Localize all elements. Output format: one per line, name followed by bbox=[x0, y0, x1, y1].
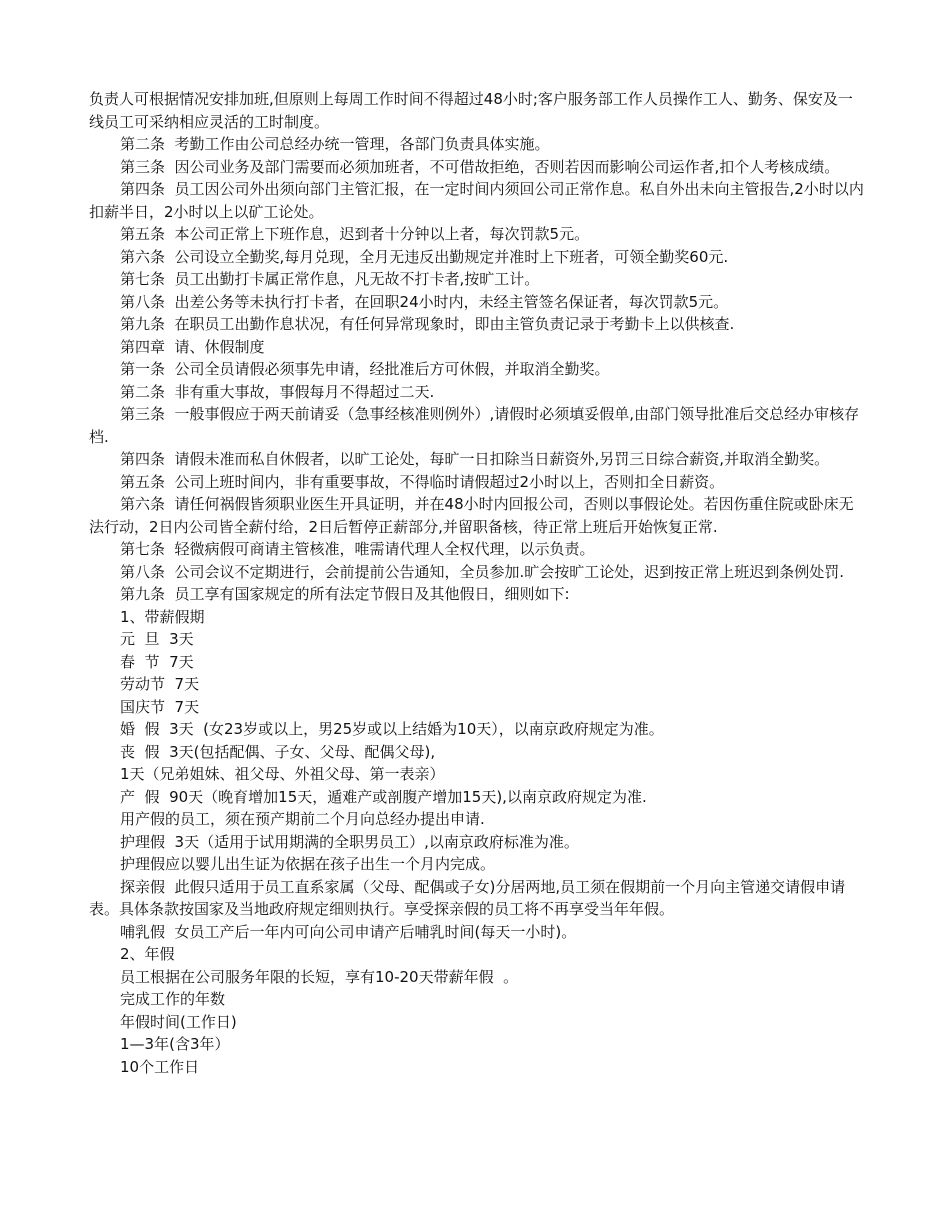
document-paragraph: 第七条 员工出勤打卡属正常作息，凡无故不打卡者,按旷工计。 bbox=[120, 270, 540, 288]
document-paragraph: 护理假应以婴儿出生证为依据在孩子出生一个月内完成。 bbox=[120, 855, 496, 873]
document-paragraph: 1天（兄弟姐妹、祖父母、外祖父母、第一表亲） bbox=[120, 765, 445, 783]
document-paragraph: 第三条 一般事假应于两天前请妥（急事经核准则例外）,请假时必须填妥假单,由部门领导批准后交总经办审核存档. bbox=[89, 405, 860, 446]
document-paragraph: 第五条 公司上班时间内，非有重要事故，不得临时请假超过2小时以上，否则扣全日薪资。 bbox=[120, 472, 725, 491]
document-paragraph: 丧 假 3天(包括配偶、子女、父母、配偶父母), bbox=[120, 742, 436, 761]
document-paragraph: 国庆节 7天 bbox=[120, 697, 200, 716]
document-page bbox=[89, 88, 864, 1078]
document-paragraph: 婚 假 3天 (女23岁或以上，男25岁或以上结婚为10天），以南京政府规定为准。 bbox=[120, 720, 664, 738]
document-paragraph: 第六条 请任何祸假皆须职业医生开具证明，并在48小时内回报公司，否则以事假论处。若因伤重住院或卧床无法行动，2日内公司皆全薪付给，2日后暂停正薪部分,并留职备核，待正常上班后开始恢复正常. bbox=[89, 495, 854, 536]
document-paragraph: 完成工作的年数 bbox=[120, 990, 226, 1008]
document-paragraph: 哺乳假 女员工产后一年内可向公司申请产后哺乳时间(每天一小时)。 bbox=[120, 922, 577, 941]
document-paragraph: 用产假的员工，须在预产期前二个月向总经办提出申请. bbox=[120, 810, 485, 828]
document-paragraph: 第五条 本公司正常上下班作息，迟到者十分钟以上者，每次罚款5元。 bbox=[120, 225, 590, 243]
document-paragraph: 第七条 轻微病假可商请主管核准，唯需请代理人全权代理，以示负责。 bbox=[120, 540, 595, 558]
document-paragraph: 1—3年(含3年） bbox=[120, 1035, 230, 1053]
document-paragraph: 第九条 员工享有国家规定的所有法定节假日及其他假日，细则如下: bbox=[120, 585, 570, 603]
document-paragraph: 10个工作日 bbox=[120, 1057, 200, 1076]
document-paragraph: 第二条 考勤工作由公司总经办统一管理，各部门负责具体实施。 bbox=[120, 135, 550, 153]
document-paragraph: 劳动节 7天 bbox=[120, 675, 200, 693]
document-paragraph: 第四条 请假未准而私自休假者，以旷工论处，每旷一日扣除当日薪资外,另罚三日综合薪资,并取消全勤奖。 bbox=[120, 450, 830, 468]
document-paragraph: 探亲假 此假只适用于员工直系家属（父母、配偶或子女)分居两地,员工须在假期前一个月向主管递交请假申请表。具体条款按国家及当地政府规定细则执行。享受探亲假的员工将不再享受当年年假。 bbox=[89, 877, 846, 918]
document-paragraph: 春 节 7天 bbox=[120, 652, 194, 671]
document-paragraph: 负责人可根据情况安排加班,但原则上每周工作时间不得超过48小时;客户服务部工作人员操作工人、勤务、保安及一线员工可采纳相应灵活的工时制度。 bbox=[89, 90, 853, 131]
document-paragraph: 第九条 在职员工出勤作息状况，有任何异常现象时，即由主管负责记录于考勤卡上以供核查. bbox=[120, 315, 735, 333]
document-paragraph: 1、带薪假期 bbox=[120, 607, 205, 626]
document-paragraph: 第六条 公司设立全勤奖,每月兑现，全月无违反出勤规定并准时上下班者，可领全勤奖60元. bbox=[120, 247, 729, 266]
document-paragraph: 第三条 因公司业务及部门需要而必须加班者，不可借故拒绝，否则若因而影响公司运作者,扣个人考核成绩。 bbox=[120, 157, 840, 176]
document-paragraph: 第八条 出差公务等未执行打卡者，在回职24小时内，未经主管签名保证者，每次罚款5元。 bbox=[120, 292, 729, 311]
document-paragraph: 第八条 公司会议不定期进行，会前提前公告通知，全员参加.旷会按旷工论处，迟到按正常上班迟到条例处罚. bbox=[120, 562, 845, 581]
document-paragraph: 第二条 非有重大事故，事假每月不得超过二天. bbox=[120, 382, 435, 401]
document-paragraph: 护理假 3天（适用于试用期满的全职男员工）,以南京政府标准为准。 bbox=[120, 832, 579, 851]
document-paragraph: 2、年假 bbox=[120, 945, 175, 963]
document-paragraph: 第四章 请、休假制度 bbox=[120, 337, 265, 356]
document-paragraph: 产 假 90天（晚育增加15天，遁难产或剖腹产增加15天),以南京政府规定为准. bbox=[120, 787, 647, 806]
document-paragraph: 年假时间(工作日) bbox=[120, 1012, 237, 1031]
document-paragraph: 员工根据在公司服务年限的长短，享有10-20天带薪年假 。 bbox=[120, 967, 519, 986]
document-paragraph: 第一条 公司全员请假必须事先申请，经批准后方可休假，并取消全勤奖。 bbox=[120, 360, 610, 378]
document-paragraph: 元 旦 3天 bbox=[120, 630, 194, 648]
document-paragraph: 第四条 员工因公司外出须向部门主管汇报，在一定时间内须回公司正常作息。私自外出未向主管报告,2小时以内扣薪半日，2小时以上以矿工论处。 bbox=[89, 180, 864, 221]
